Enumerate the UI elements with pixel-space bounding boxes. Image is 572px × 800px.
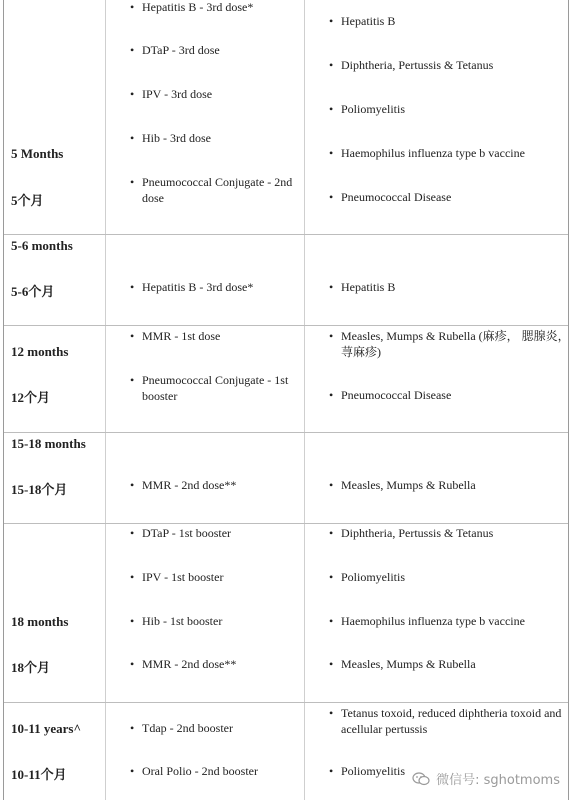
vaccine-item: • Hib - 3rd dose	[130, 131, 211, 145]
age-label: 10-11 years^	[11, 721, 82, 736]
age-label-cn: 10-11个月	[11, 767, 67, 782]
disease-item: • Diphtheria, Pertussis & Tetanus	[329, 58, 494, 72]
age-label: 5 Months	[11, 146, 64, 161]
vaccine-item: • Hib - 1st booster	[130, 614, 223, 628]
vaccine-item: • Pneumococcal Conjugate - 2nd dose	[130, 175, 293, 205]
vaccine-item: • MMR - 2nd dose**	[130, 478, 237, 492]
vaccine-item: • Pneumococcal Conjugate - 1st booster	[130, 373, 289, 403]
disease-item: • Measles, Mumps & Rubella	[329, 657, 476, 671]
age-label: 18 months	[11, 614, 69, 629]
disease-item: • Haemophilus influenza type b vaccine	[329, 146, 525, 160]
wechat-watermark	[410, 769, 562, 788]
disease-item: • Diphtheria, Pertussis & Tetanus	[329, 526, 494, 540]
vaccine-item: • MMR - 1st dose	[130, 329, 221, 343]
age-label-cn: 18个月	[11, 660, 51, 675]
vaccine-item: • IPV - 1st booster	[130, 570, 224, 584]
table-row	[4, 0, 568, 235]
age-label: 15-18 months	[11, 436, 86, 451]
disease-item: • Poliomyelitis	[329, 570, 406, 584]
disease-item: • Measles, Mumps & Rubella (麻疹， 腮腺炎，荨麻疹)	[329, 329, 570, 359]
table-row	[4, 235, 568, 326]
vaccine-item: • Tdap - 2nd booster	[130, 721, 233, 735]
vaccine-item: • Hepatitis B - 3rd dose*	[130, 0, 254, 14]
watermark-text: 微信号: sghotmoms	[436, 773, 560, 788]
table-row	[4, 433, 568, 524]
disease-item: • Tetanus toxoid, reduced diphtheria toxoid and acellular pertussis	[329, 706, 562, 736]
age-label-cn: 15-18个月	[11, 482, 68, 497]
vaccine-item: • DTaP - 3rd dose	[130, 43, 220, 57]
vaccine-item: • Oral Polio - 2nd booster	[130, 764, 258, 778]
disease-item: • Measles, Mumps & Rubella	[329, 478, 476, 492]
age-label: 5-6 months	[11, 238, 73, 253]
disease-item: • Hepatitis B	[329, 14, 396, 28]
age-label-cn: 5个月	[11, 193, 44, 208]
age-label-cn: 5-6个月	[11, 284, 55, 299]
table-row	[4, 326, 568, 433]
disease-item: • Poliomyelitis	[329, 764, 406, 778]
age-label-cn: 12个月	[11, 390, 51, 405]
vaccination-schedule-table	[3, 0, 569, 800]
disease-item: • Poliomyelitis	[329, 102, 406, 116]
vaccine-item: • MMR - 2nd dose**	[130, 657, 237, 671]
vaccine-item: • IPV - 3rd dose	[130, 87, 213, 101]
disease-item: • Hepatitis B	[329, 280, 396, 294]
vaccine-item: • Hepatitis B - 3rd dose*	[130, 280, 254, 294]
wechat-icon	[412, 772, 430, 786]
vaccine-item: • DTaP - 1st booster	[130, 526, 232, 540]
table-row	[4, 524, 568, 703]
age-label: 12 months	[11, 344, 69, 359]
disease-item: • Pneumococcal Disease	[329, 190, 452, 204]
disease-item: • Pneumococcal Disease	[329, 388, 452, 402]
disease-item: • Haemophilus influenza type b vaccine	[329, 614, 525, 628]
